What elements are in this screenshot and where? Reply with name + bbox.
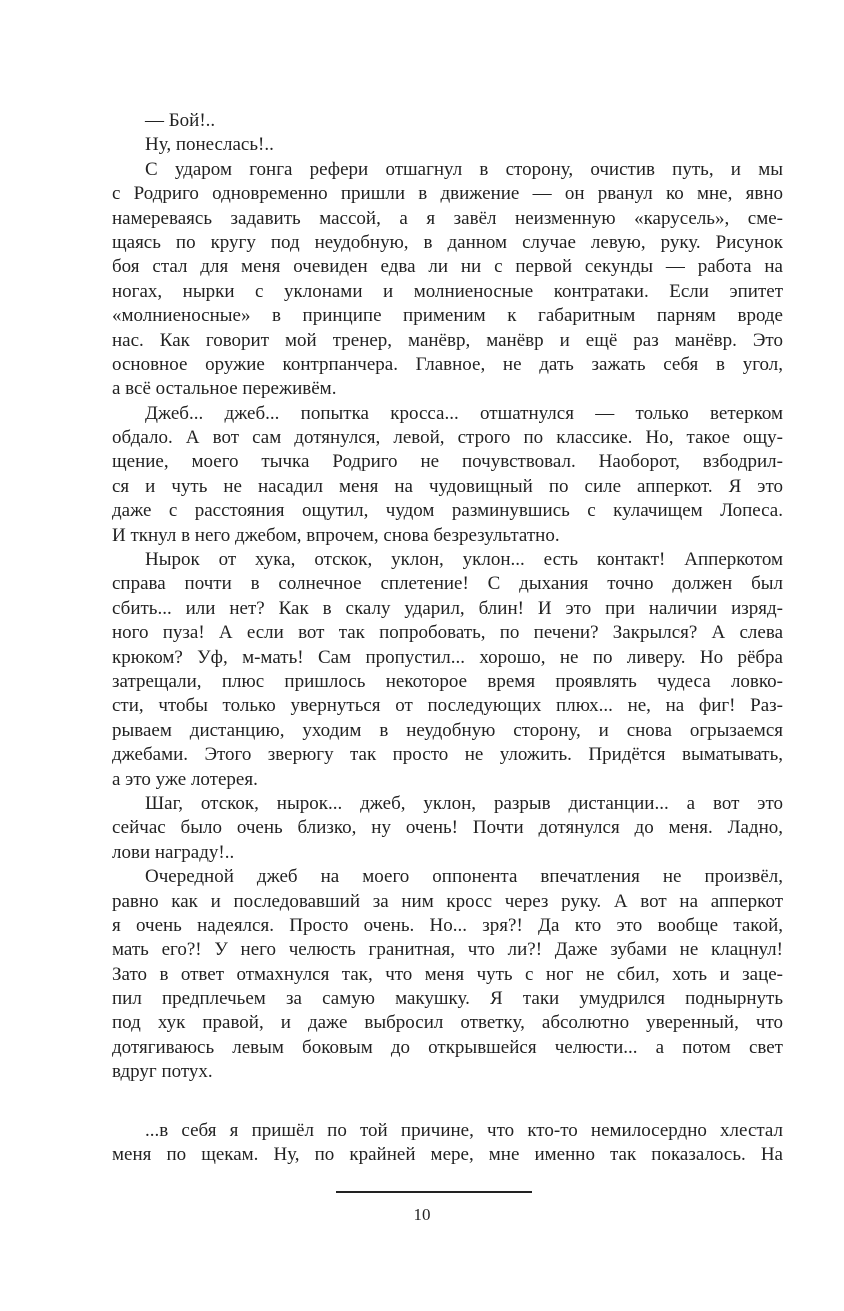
text-line: джебами. Этого зверюгу так просто не уложить. Придётся выматывать,: [112, 744, 783, 766]
text-line: ...в себя я пришёл по той причине, что кто-то немилосердно хлестал: [145, 1119, 783, 1141]
text-line: щаясь по кругу под неудобную, в данном случае левую, руку. Рисунок: [112, 231, 783, 253]
paragraph: [112, 865, 783, 1085]
text-line: сбить... или нет? Как в скалу ударил, блин! И это при наличии изряд-: [112, 597, 783, 619]
text-line: Очередной джеб на моего оппонента впечатления не произвёл,: [145, 866, 783, 888]
text-line: мать его?! У него челюсть гранитная, что ли?! Даже зубами не клацнул!: [112, 939, 783, 961]
text-line: вдруг потух.: [112, 1061, 213, 1083]
text-line: Шаг, отскок, нырок... джеб, уклон, разрыв дистанции... а вот это: [145, 792, 783, 814]
text-line: справа почти в солнечное сплетение! С дыхания точно должен был: [112, 573, 783, 595]
text-line: щение, моего тычка Родриго не почувствовал. Наоборот, взбодрил-: [112, 451, 783, 473]
text-line: дотягиваюсь левым боковым до открывшейся челюсти... а потом свет: [112, 1036, 783, 1058]
text-line: Зато в ответ отмахнулся так, что меня чуть с ног не сбил, хоть и заце-: [112, 963, 783, 985]
text-line: ногах, нырки с уклонами и молниеносные контратаки. Если эпитет: [112, 280, 783, 302]
paragraph: [112, 1119, 783, 1168]
text-line: нас. Как говорит мой тренер, манёвр, манёвр и ещё раз манёвр. Это: [112, 329, 783, 351]
text-line: равно как и последовавший за ним кросс через руку. А вот на апперкот: [112, 890, 783, 912]
text-line: лови награду!..: [112, 841, 235, 863]
text-line: я очень надеялся. Просто очень. Но... зря?! Да кто это вообще такой,: [112, 914, 783, 936]
text-line: намереваясь задавить массой, а я завёл неизменную «карусель», сме-: [112, 207, 783, 229]
text-line: обдало. А вот сам дотянулся, левой, строго по классике. Но, такое ощу-: [112, 427, 783, 449]
body-text: [112, 109, 783, 1167]
paragraph: [112, 792, 783, 865]
footer-rule: [336, 1191, 532, 1193]
paragraph: [112, 109, 783, 133]
section-break: [112, 1085, 783, 1119]
text-line: с Родриго одновременно пришли в движение — он рванул ко мне, явно: [112, 183, 783, 205]
paragraph: [112, 158, 783, 402]
text-line: даже с расстояния ощутил, чудом разминувшись с кулачищем Лопеса.: [112, 500, 783, 522]
text-line: рываем дистанцию, уходим в неудобную сторону, и снова огрызаемся: [112, 719, 783, 741]
text-line: пил предплечьем за самую макушку. Я таки умудрился поднырнуть: [112, 988, 783, 1010]
text-line: — Бой!..: [145, 110, 216, 131]
text-line: сейчас было очень близко, ну очень! Почти дотянулся до меня. Ладно,: [112, 817, 783, 839]
paragraph: [112, 402, 783, 548]
text-line: «молниеносные» в принципе применим к габаритным парням вроде: [112, 305, 783, 327]
text-line: крюком? Уф, м-мать! Сам пропустил... хорошо, не по ливеру. Но рёбра: [112, 646, 783, 668]
text-line: сти, чтобы только увернуться от последующих плюх... не, на фиг! Раз-: [112, 695, 783, 717]
text-line: основное оружие контрпанчера. Главное, не дать зажать себя в угол,: [112, 353, 783, 375]
text-line: а это уже лотерея.: [112, 768, 258, 790]
text-line: ного пуза! А если вот так попробовать, по печени? Закрылся? А слева: [112, 622, 783, 644]
text-line: ся и чуть не насадил меня на чудовищный по силе апперкот. Я это: [112, 475, 783, 497]
text-line: меня по щекам. Ну, по крайней мере, мне именно так показалось. На: [112, 1144, 783, 1166]
text-line: боя стал для меня очевиден едва ли ни с первой секунды — работа на: [112, 256, 783, 278]
text-line: И ткнул в него джебом, впрочем, снова безрезультатно.: [112, 524, 560, 546]
paragraph: [112, 548, 783, 792]
text-line: под хук правой, и даже выбросил ответку, абсолютно уверенный, что: [112, 1012, 783, 1034]
paragraph: [112, 133, 783, 157]
text-line: С ударом гонга рефери отшагнул в сторону, очистив путь, и мы: [145, 158, 783, 180]
text-line: Ну, понеслась!..: [145, 134, 274, 156]
text-line: затрещали, плюс пришлось некоторое время проявлять чудеса ловко-: [112, 670, 783, 692]
page-number: 10: [413, 1205, 431, 1224]
text-line: Джеб... джеб... попытка кросса... отшатнулся — только ветерком: [145, 402, 783, 424]
text-line: Нырок от хука, отскок, уклон, уклон... есть контакт! Апперкотом: [145, 549, 783, 571]
text-line: а всё остальное переживём.: [112, 378, 337, 400]
